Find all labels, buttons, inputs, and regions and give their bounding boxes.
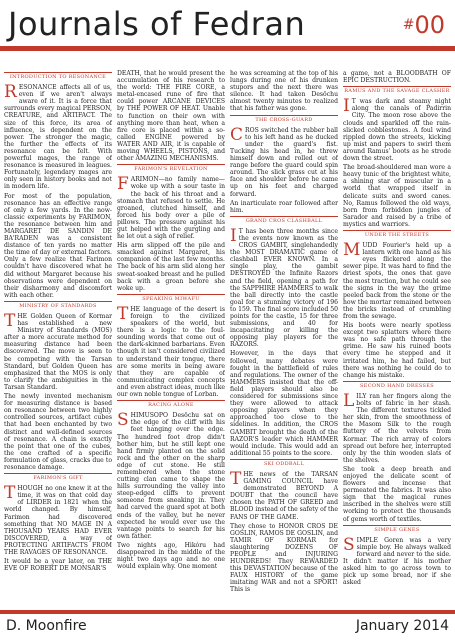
section-heading — [343, 86, 451, 95]
paragraph-text: His boots were nearly spotless except two splatters where there was no safe path through the grime. He saw his ruined boots every time he stepped and it irritated him, he had failed, but there was nothing he could do to change his mistake. — [343, 322, 451, 379]
paragraph-text: DEATH, that he would present the accumulation of his research to the world: THE FIRE CORE, a metal-encased rune of fire that could power ARCANE DEVICES by THE POWER OF HEAT. Unable to function on their own with anything more than heat, when a fire core is placed within a so-called ENGINE powered by WATER AND AIR, it is capable of moving WHEELS, PISTONS, and other AMAZING MECHANISMS. — [117, 70, 225, 163]
column-2 — [117, 70, 225, 606]
drop-cap: F — [117, 174, 129, 195]
author-name: D. Moonfire — [6, 618, 87, 634]
paragraph — [343, 164, 451, 228]
section-heading-text: MINISTRY OF STANDARDS — [19, 302, 97, 309]
paragraph-text: HE Golden Queen of Kormar has established a new Ministry of Standards (MOS) after a more accurate method for measuring distance had been discovered. The move is seen to be competing with the Tarsan Standard, but Golden Queen has emphasized that the MOS is only to clarify the ambiguities in the Tarsan Standard. — [4, 313, 112, 391]
paragraph — [4, 393, 112, 471]
paragraph-text: She took a deep breath and enjoyed the delicate scent of flowers and incense that permeated the fabrics. It was also sign that the magical runes inscribed in the shelves were still working to protect the thousands of gems worth of textiles. — [343, 465, 451, 523]
heading-rule — [230, 459, 338, 460]
paragraph — [4, 485, 112, 556]
section-heading-text: GRAND CROS CLASHBALL — [245, 217, 323, 224]
heading-rule — [4, 72, 112, 73]
column-3 — [230, 70, 338, 606]
paragraph — [343, 98, 451, 162]
section-heading — [117, 294, 225, 303]
section-heading-text: FARIMON'S GIFT — [33, 475, 83, 482]
paragraph-text: ILY ran her fingers along the bolts of fabric in her stash. The different textures tickled her skin, from the smoothness of the Masom Silk to the rough fluttery of the velvets from Kormar. The rich array of colors spread out before her, interrupted only by the thin wooden slats of the shelves. — [343, 392, 451, 464]
paragraph — [4, 313, 112, 391]
paragraph-text: HOUGH no one knew it at the time, it was on that cold day of LIRDER in 1821 when the world changed. By himself, Farimon had discovered something that NO MAGE IN A THOUSAND YEARS HAD EVER DISCOVERED, a way of PROTECTING ARTIFACTS FROM THE RAVAGES OF RESONANCE. — [4, 485, 112, 556]
heading-rule — [117, 400, 225, 401]
issue-date: January 2014 — [355, 618, 449, 634]
article-columns — [4, 70, 451, 606]
drop-cap: T — [230, 468, 242, 489]
section-heading — [4, 301, 112, 310]
section-heading — [230, 459, 338, 468]
heading-rule — [117, 294, 225, 295]
paragraph-text: An inarticulate roar followed after him. — [230, 199, 338, 214]
section-heading — [230, 216, 338, 225]
paragraph — [230, 124, 338, 198]
drop-cap: I — [343, 96, 350, 117]
paragraph-text: It would be a year later, on THE EVE OF ROBERT DE MONSAR'S — [4, 558, 112, 573]
article-section — [343, 86, 451, 228]
footer — [0, 610, 455, 643]
drop-cap: S — [117, 410, 129, 431]
paragraph — [117, 303, 225, 399]
paragraph — [4, 84, 112, 190]
paragraph-text: The newly invented mechanism for measuring distance is based on resonance between two highly controlled sources, artifact cubes that had been enchanted by two distinct and well-defined sources of resonance. A chain is exactly the point that one of the cubes, the one crafted of a specific formulation of glass, cracks due to resonance damage. — [4, 393, 112, 471]
heading-rule — [343, 230, 451, 231]
drop-cap: C — [230, 124, 244, 145]
paragraph-text: he was screaming at the top of his lungs during one of his drunken stupors and the next there was silence. It had taken Desöchu almost twenty minutes to realized that his father was gone. — [230, 70, 338, 113]
article-section — [117, 164, 225, 292]
paragraph — [230, 225, 338, 349]
heading-rule — [343, 525, 451, 526]
paragraph-text: The broad-shouldered man wore a heavy tunic of the brightest white, a shining star of muscular in a world that wrapped itself in delicate suits and sword canes. No, Ramus followed the old ways, born from forbidden jungles of Sarador and raised by a tribe of mystics and warriors. — [343, 164, 451, 228]
article-section — [4, 473, 112, 572]
paragraph — [343, 242, 451, 320]
heading-rule — [4, 301, 112, 302]
section-heading-text: FARIMON'S REVELATION — [134, 166, 208, 173]
paragraph — [343, 466, 451, 523]
paragraph-text: Two nights ago, Hikóru had disappeared in the middle of the night two days ago and no one would explain why. One moment — [117, 541, 225, 571]
paragraph-text: UDD Fourier's held up a lantern with one hand as his eyes flickered along the sewer pipe. It was hard to find the driest spots, the ones that gave the most traction, but he could see the signs in the way the grime peeled back from the stone or the how the mortar remained between the bricks instead of crumbling from the sewage. — [343, 242, 451, 320]
paragraph — [117, 412, 225, 540]
heading-rule — [4, 473, 112, 474]
paragraph — [117, 542, 225, 570]
section-heading — [4, 473, 112, 482]
top-rule — [0, 46, 455, 51]
section-heading-text: RAMUS AND THE SAVAGE CLASHER — [344, 88, 450, 95]
paragraph-text: HIMUSOPO Desöchu sat on the edge of the cliff with his feet hanging over the edge. The hundred foot drop didn't bother him, but he still kept one hand firmly planted on the solid rock and the other on the sharp edge of cut stone. He still remembered when the stone cutting clan came to shape the hills surrounding the valley into steep-edged cliffs to prevent someone from sneaking in. They had carved the guard spot at both ends of the valley, but he never expected he would ever use the vantage points to search for his own father. — [117, 412, 225, 540]
drop-cap: I — [230, 225, 237, 246]
paragraph-text: HE language of the desert is foreign to the civilized speakers of the world, but there is a logic to the foul-sounding words that come out of the dark-skinned barbarians. Even though it isn't considered civilized to understand their tongue, there are some merits in being aware that they are capable of communicating complex concepts and even abstract ideas, much like our own noble tongue of Lorban. — [117, 305, 225, 399]
heading-rule — [230, 115, 338, 116]
drop-cap: R — [4, 82, 17, 103]
bottom-rule — [0, 610, 455, 614]
section-heading — [343, 525, 451, 534]
paragraph — [230, 350, 338, 456]
article-section — [343, 525, 451, 587]
paragraph — [343, 534, 451, 587]
paragraph-text: T has been three months since the events now known as the CROS GAMBIT, singlehandedly the MOST DRAMATIC game of clashball EVER KNOWN. In a single play, the gambit DESTROYED the Infinite Razors and the field, opening a path for the SAPPHIRE HAMMERS to walk the ball directly into the castle goal for a stunning victory of 196 to 159. The final score included 50 points for the castle, 15 for three submissions, and 40 for incapacitating or killing the opposing play players for the RAZORS. — [230, 227, 338, 349]
article-section — [117, 70, 225, 162]
section-heading — [343, 381, 451, 390]
section-heading — [230, 115, 338, 124]
paragraph-text: IMPLE Goren was a very simple boy. He always walked forward and never to the side. It didn't matter if his mother asked him to go across town to pick up some bread, nor if she asked — [343, 536, 451, 587]
paragraph-text: For most of the population, resonance has an effective range of only a few yards. In the now-classic experiments by FARIMON, the resonance between him and MARGARET DE SANDIN DE BA'RADEN was a consistent distance of ten yards no matter the time of day or external factors. Only a few realize that Farimon couldn't have discovered what he did without Margaret because his observations were dependent on their disharmony and discomfort with each other. — [4, 192, 112, 299]
column-4 — [343, 70, 451, 606]
paragraph-text: His arm slipped off the pile and smacked against Margaret, his companion of the last few months. The back of his arm slid along her sweat-soaked breast and he pulled back with a groan before she woke up. — [117, 242, 225, 292]
paragraph — [230, 468, 338, 521]
paragraph — [230, 200, 338, 214]
section-heading-text: SECOND HAND DRESSES — [360, 382, 434, 389]
paragraph — [230, 523, 338, 594]
paragraph — [4, 558, 112, 572]
heading-rule — [343, 381, 451, 382]
paragraph — [4, 193, 112, 299]
heading-rule — [343, 86, 451, 87]
paragraph-text: a game, not a BLOODBATH OF EPIC DESTRUCTION. — [343, 70, 451, 85]
article-section — [4, 301, 112, 471]
drop-cap: S — [343, 534, 355, 555]
section-heading-text: UNDER THE STREETS — [364, 231, 430, 238]
article-section — [343, 230, 451, 379]
section-heading-text: SIMPLE GENES — [374, 526, 420, 533]
column-1 — [4, 70, 112, 606]
paragraph — [230, 70, 338, 113]
section-heading-text: RACING ALONE — [148, 402, 194, 409]
section-heading-text: INTRODUCTION TO RESONANCE — [9, 74, 107, 80]
drop-cap: M — [343, 240, 361, 261]
drop-cap: T — [4, 483, 16, 504]
issue-number — [403, 10, 445, 40]
paragraph-text: ROS switched the rubber ball to his left hand as he ducked under the guard's fist. Tucking his head in, he threw himself down and rolled out of range before the guard could spin around. The slick grass cut at his face and shoulder before he came up on his feet and charged forward. — [230, 126, 338, 198]
issue-hash: # — [402, 17, 415, 33]
drop-cap: T — [4, 311, 16, 331]
paragraph — [117, 176, 225, 240]
section-heading — [4, 72, 112, 81]
section-heading — [117, 400, 225, 409]
heading-rule — [117, 164, 225, 165]
article-section — [117, 400, 225, 570]
section-heading — [343, 230, 451, 239]
paragraph-text: They chose to HONOR CROS DE GOSLIN, RAMOS DE GOSLIN, and TAMIR OF KORMAR for slaughtering DOZENS OF PEOPLE and INJURING HUNDREDS! They REWARDED this DEVASTATION because of the FAUX HISTORY of the game imitating WAR and not a SPORT! This is — [230, 522, 338, 594]
drop-cap: L — [343, 390, 355, 411]
paragraph — [343, 390, 451, 464]
heading-rule — [230, 216, 338, 217]
paragraph-text: HE news of the TARSAN GAMING COUNCIL have demonstrated BEYOND A DOUBT that the council have chosen the PATH OF GREED and BLOOD instead of the safety of the FANS OF THE GAME. — [230, 470, 338, 521]
paragraph — [343, 70, 451, 84]
article-section — [230, 459, 338, 594]
article-section — [343, 381, 451, 523]
paragraph — [343, 322, 451, 379]
masthead — [0, 0, 455, 52]
paragraph-text: T was dark and steamy night along the canals of Padirrin City. The moon rose above the clouds and sparkled off the rain-slicked cobblestones. A foul wind rippled down the streets, kicking up mist and papers to swirl them around Ramus' boots as he strode down the street. — [343, 98, 451, 163]
paragraph-text: ESONANCE affects all of us, even if we aren't always aware of it. It is a force that surrounds every magical PERSON, CREATURE, and ARTIFACT. The size of this force, its area of influence, is dependent on the power. The stronger the magic, the further the effects of its resonance can be felt. With powerful mages, the range of resonance is measured in leagues. Fortunately, legendary mages are only seen in history books and not in modern life. — [4, 84, 112, 191]
article-section — [4, 72, 112, 299]
paragraph-text: However, in the days that followed, many debates were fought in the battlefield of rules and regulations. The owner of the HAMMERS insisted that the off-field players should also be considered for submissions since they were allowed to attack opposing players when they approached too close to the sidelines. In addition, the CROS GAMBIT brought the death of the RAZOR'S leader which HAMMER would include. This would add an additional 55 points to the score. — [230, 350, 338, 457]
article-section — [343, 70, 451, 84]
section-heading-text: SPEAKING MIWAFU — [142, 295, 200, 302]
article-section — [230, 216, 338, 457]
article-section — [230, 115, 338, 214]
section-heading — [117, 164, 225, 173]
issue-num: 00 — [414, 11, 445, 39]
section-heading-text: THE CROSS-GUARD — [255, 116, 313, 123]
paragraph — [117, 242, 225, 292]
paragraph — [117, 70, 225, 162]
article-section — [117, 294, 225, 398]
drop-cap: T — [117, 303, 129, 324]
article-section — [230, 70, 338, 113]
paragraph-text: ARIMON—no family name—woke up with a sour taste in the back of his throat and a stomach that refused to settle. He groaned, clutched himself, and forced his body over a pile of pillows. The pressure against his gut helped with the gurgling and he let out a sigh of relief. — [117, 176, 225, 241]
journal-title: Journals of Fedran — [8, 5, 306, 43]
section-heading-text: SKI ODDBALL — [263, 460, 305, 467]
